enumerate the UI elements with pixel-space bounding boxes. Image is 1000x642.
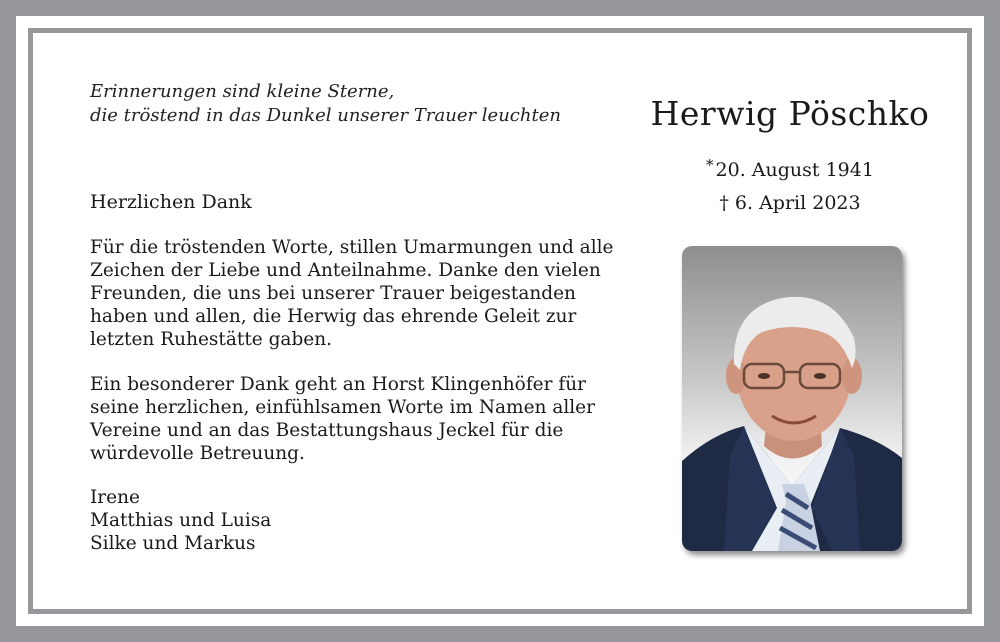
- paragraph-line: Freunden, die uns bei unserer Trauer beigestanden: [90, 283, 576, 304]
- death-cross-symbol: †: [719, 192, 729, 214]
- signer: Irene: [90, 487, 140, 508]
- thanks-paragraph-2: [90, 373, 610, 465]
- paragraph-line: Vereine und an das Bestattungshaus Jeckel für die: [90, 420, 564, 441]
- motto-quote: [90, 80, 561, 128]
- signer: Silke und Markus: [90, 533, 256, 554]
- deceased-name: Herwig Pöschko: [650, 94, 930, 133]
- birth-date: 20. August 1941: [715, 159, 874, 181]
- paragraph-line: haben und allen, die Herwig das ehrende Geleit zur: [90, 306, 577, 327]
- thanks-paragraph-1: [90, 236, 614, 351]
- paragraph-line: seine herzlichen, einfühlsamen Worte im Namen aller: [90, 397, 595, 418]
- motto-line-1: Erinnerungen sind kleine Sterne,: [90, 81, 395, 102]
- portrait-photo: [682, 246, 902, 551]
- signer: Matthias und Luisa: [90, 510, 272, 531]
- death-date: 6. April 2023: [734, 192, 861, 214]
- thanks-title: Herzlichen Dank: [90, 191, 252, 213]
- motto-line-2: die tröstend in das Dunkel unserer Trauer leuchten: [90, 105, 561, 126]
- signers-list: [90, 486, 271, 555]
- death-date-line: [630, 190, 950, 216]
- birth-star-symbol: *: [706, 156, 714, 174]
- paragraph-line: letzten Ruhestätte gaben.: [90, 329, 333, 350]
- paragraph-line: Für die tröstenden Worte, stillen Umarmungen und alle: [90, 237, 614, 258]
- paragraph-line: Zeichen der Liebe und Anteilnahme. Danke den vielen: [90, 260, 601, 281]
- paragraph-line: würdevolle Betreuung.: [90, 443, 305, 464]
- paragraph-line: Ein besonderer Dank geht an Horst Klingenhöfer für: [90, 374, 586, 395]
- birth-date-line: [630, 152, 950, 183]
- portrait-illustration: [682, 246, 902, 551]
